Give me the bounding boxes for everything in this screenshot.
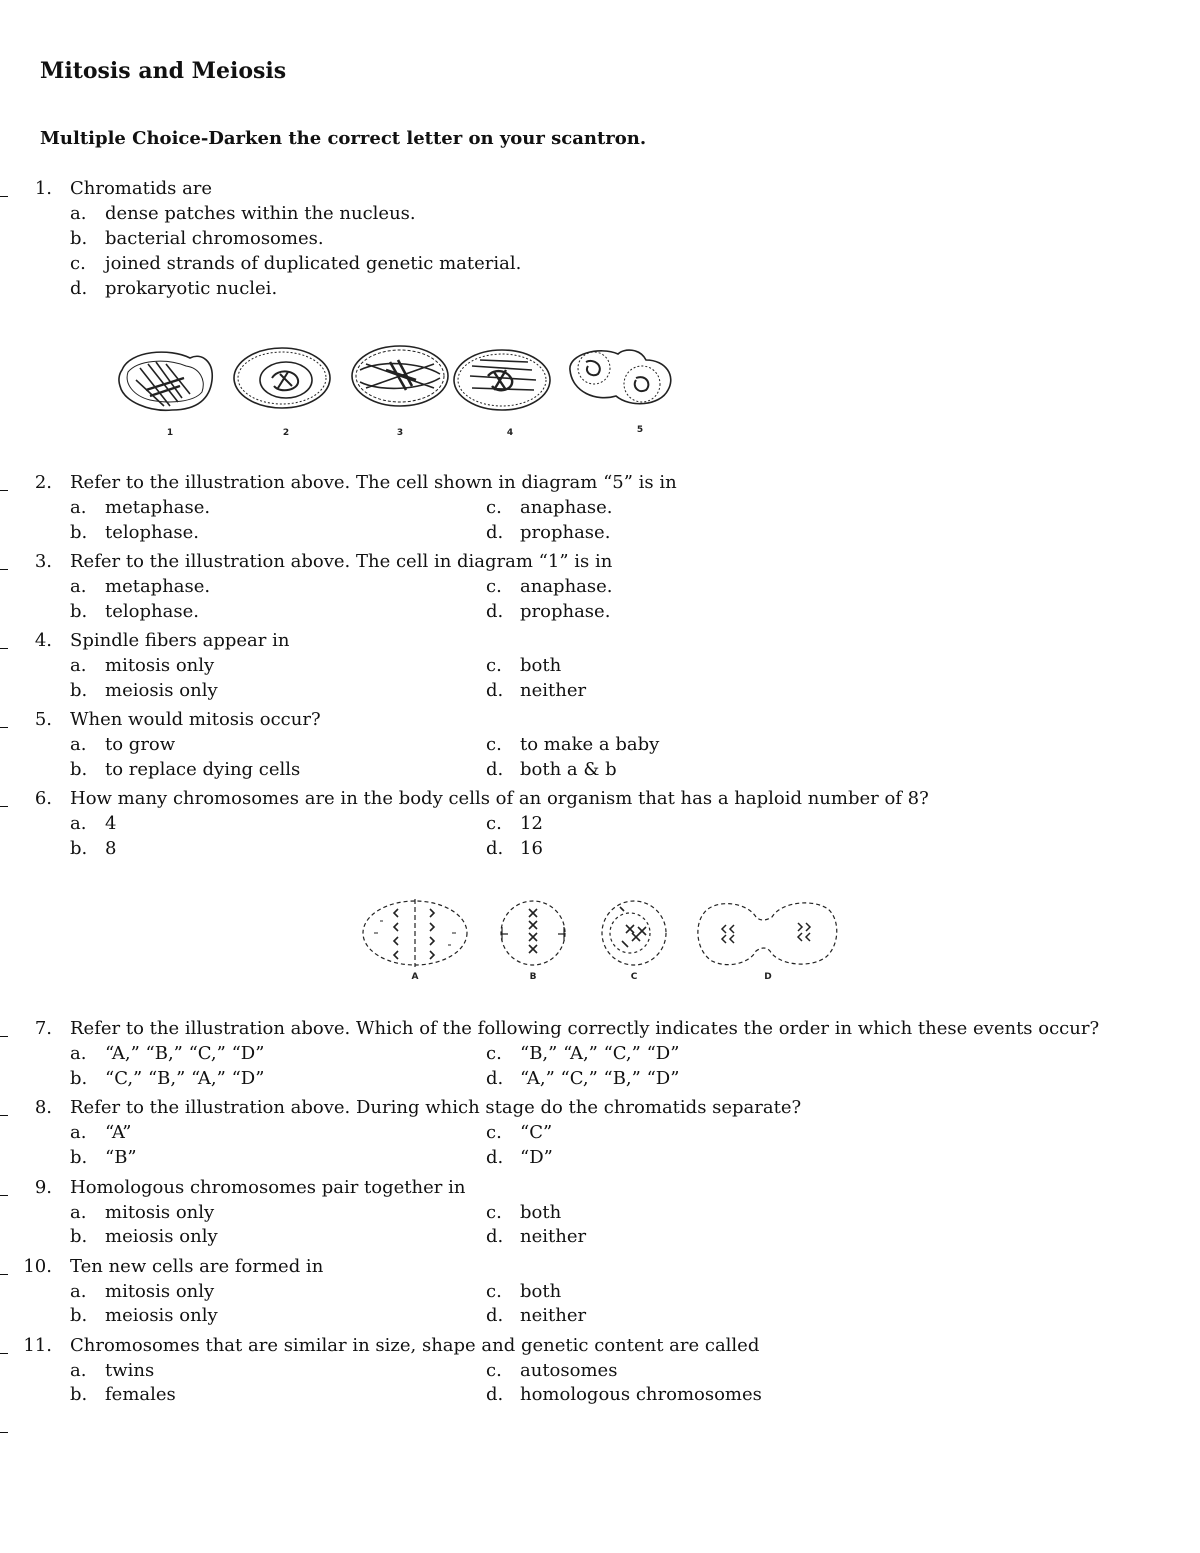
question-number: 6. (34, 788, 52, 809)
question-number: 5. (34, 709, 52, 730)
option-text: twins (105, 1360, 155, 1381)
question-text: Refer to the illustration above. The cell shown in diagram “5” is in (70, 472, 677, 493)
option-letter: c. (486, 576, 502, 597)
cell-diagram-5 (570, 350, 671, 404)
option-text: autosomes (520, 1360, 618, 1381)
option-text: 8 (105, 838, 117, 859)
cell-diagram-1 (119, 352, 212, 410)
option-text: telophase. (105, 601, 199, 622)
option-text: neither (520, 1305, 587, 1326)
option-text: prokaryotic nuclei. (105, 278, 278, 299)
option-letter: d. (486, 759, 504, 780)
question-number: 4. (34, 630, 52, 651)
cell-diagram-a (363, 899, 467, 967)
question-text: Chromatids are (70, 178, 213, 199)
option-letter: c. (486, 497, 502, 518)
option-text: neither (520, 680, 587, 701)
option-text: both a & b (520, 759, 617, 780)
option-letter: d. (486, 680, 504, 701)
option-text: “A,” “B,” “C,” “D” (105, 1043, 265, 1064)
option-text: mitosis only (105, 1202, 215, 1223)
option-text: mitosis only (105, 1281, 215, 1302)
question-text: Refer to the illustration above. During which stage do the chromatids separate? (70, 1097, 802, 1118)
option-letter: d. (486, 522, 504, 543)
answer-blank[interactable] (0, 1432, 8, 1433)
question-text: How many chromosomes are in the body cells of an organism that has a haploid number of 8? (70, 788, 929, 809)
option-letter: a. (70, 1043, 87, 1064)
option-letter: a. (70, 576, 87, 597)
option-letter: b. (70, 1068, 88, 1089)
figure-label-d: D (764, 972, 772, 982)
option-text: both (520, 655, 562, 676)
option-text: “A,” “C,” “B,” “D” (520, 1068, 680, 1089)
figure-label-b: B (529, 972, 537, 982)
option-letter: b. (70, 759, 88, 780)
option-text: prophase. (520, 522, 611, 543)
figure-label-5: 5 (636, 425, 644, 435)
option-letter: c. (486, 1360, 502, 1381)
question-number: 2. (34, 472, 52, 493)
option-letter: b. (70, 1305, 88, 1326)
question-text: Refer to the illustration above. The cell in diagram “1” is in (70, 551, 613, 572)
question-number: 7. (34, 1018, 52, 1039)
option-letter: c. (486, 813, 502, 834)
option-letter: b. (70, 838, 88, 859)
page-title: Mitosis and Meiosis (40, 58, 287, 84)
option-text: bacterial chromosomes. (105, 228, 324, 249)
cell-diagram-c (602, 901, 666, 965)
option-letter: b. (70, 1147, 88, 1168)
option-letter: b. (70, 1384, 88, 1405)
option-text: neither (520, 1226, 587, 1247)
option-text: prophase. (520, 601, 611, 622)
cell-division-figure-1 (110, 340, 690, 440)
option-letter: a. (70, 813, 87, 834)
figure-label-4: 4 (506, 428, 514, 438)
option-text: metaphase. (105, 497, 211, 518)
cell-division-figure-2 (358, 893, 848, 985)
option-text: meiosis only (105, 1305, 218, 1326)
option-letter: a. (70, 203, 87, 224)
question-number: 10. (23, 1256, 52, 1277)
option-text: homologous chromosomes (520, 1384, 762, 1405)
option-text: joined strands of duplicated genetic material. (105, 253, 522, 274)
cell-diagram-b (501, 901, 565, 965)
figure-label-c: C (630, 972, 638, 982)
option-letter: a. (70, 1122, 87, 1143)
option-text: 16 (520, 838, 543, 859)
option-letter: b. (70, 522, 88, 543)
figure-label-3: 3 (396, 428, 404, 438)
option-letter: d. (486, 1226, 504, 1247)
option-text: “D” (520, 1147, 553, 1168)
option-letter: d. (486, 1384, 504, 1405)
option-text: females (105, 1384, 176, 1405)
option-text: telophase. (105, 522, 199, 543)
figure-label-1: 1 (166, 428, 174, 438)
option-text: “A” (105, 1122, 132, 1143)
option-text: metaphase. (105, 576, 211, 597)
cell-diagram-2 (234, 348, 330, 408)
option-letter: d. (486, 1068, 504, 1089)
option-text: meiosis only (105, 1226, 218, 1247)
question-number: 3. (34, 551, 52, 572)
option-text: “B” (105, 1147, 137, 1168)
option-letter: c. (486, 1202, 502, 1223)
option-letter: a. (70, 1202, 87, 1223)
option-letter: d. (486, 1147, 504, 1168)
cell-diagram-d (698, 903, 837, 965)
question-text: Spindle fibers appear in (70, 630, 290, 651)
cell-diagram-3 (352, 346, 448, 406)
option-letter: d. (70, 278, 88, 299)
figure-label-2: 2 (282, 428, 290, 438)
option-letter: d. (486, 601, 504, 622)
option-letter: b. (70, 680, 88, 701)
option-text: both (520, 1281, 562, 1302)
figure-label-a: A (411, 972, 419, 982)
instructions: Multiple Choice-Darken the correct letter on your scantron. (40, 128, 647, 149)
cell-diagram-4 (454, 350, 550, 410)
option-letter: a. (70, 1281, 87, 1302)
option-text: anaphase. (520, 576, 613, 597)
option-text: mitosis only (105, 655, 215, 676)
option-text: anaphase. (520, 497, 613, 518)
option-letter: a. (70, 1360, 87, 1381)
question-text: Chromosomes that are similar in size, shape and genetic content are called (70, 1335, 760, 1356)
option-letter: b. (70, 1226, 88, 1247)
question-number: 11. (23, 1335, 52, 1356)
option-letter: b. (70, 228, 88, 249)
option-letter: a. (70, 655, 87, 676)
option-text: 4 (105, 813, 117, 834)
question-number: 1. (34, 178, 52, 199)
option-letter: c. (486, 1122, 502, 1143)
question-text: Homologous chromosomes pair together in (70, 1177, 466, 1198)
option-letter: c. (70, 253, 86, 274)
option-text: dense patches within the nucleus. (105, 203, 416, 224)
option-letter: a. (70, 734, 87, 755)
option-text: to grow (105, 734, 176, 755)
option-letter: c. (486, 1043, 502, 1064)
option-letter: d. (486, 1305, 504, 1326)
option-text: to make a baby (520, 734, 660, 755)
option-text: both (520, 1202, 562, 1223)
option-text: “B,” “A,” “C,” “D” (520, 1043, 680, 1064)
option-text: “C,” “B,” “A,” “D” (105, 1068, 265, 1089)
option-text: “C” (520, 1122, 553, 1143)
question-text: Refer to the illustration above. Which of the following correctly indicates the order in which these events occur? (70, 1018, 1100, 1039)
option-text: 12 (520, 813, 543, 834)
option-text: to replace dying cells (105, 759, 301, 780)
option-letter: c. (486, 734, 502, 755)
option-text: meiosis only (105, 680, 218, 701)
option-letter: c. (486, 655, 502, 676)
option-letter: c. (486, 1281, 502, 1302)
option-letter: a. (70, 497, 87, 518)
option-letter: b. (70, 601, 88, 622)
question-text: Ten new cells are formed in (70, 1256, 324, 1277)
option-letter: d. (486, 838, 504, 859)
question-number: 8. (34, 1097, 52, 1118)
question-text: When would mitosis occur? (70, 709, 321, 730)
question-number: 9. (34, 1177, 52, 1198)
